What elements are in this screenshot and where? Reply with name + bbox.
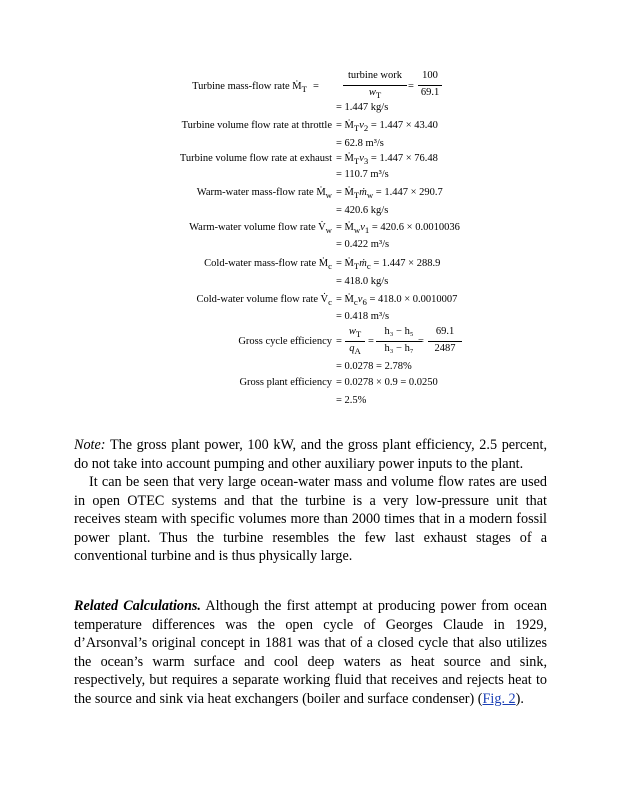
equals-sign: = bbox=[313, 81, 319, 92]
result-line: = 420.6 kg/s bbox=[336, 205, 389, 216]
fraction-numerator: turbine work bbox=[348, 70, 402, 81]
fraction-numerator: 100 bbox=[422, 70, 438, 81]
result-line: = 418.0 kg/s bbox=[336, 276, 389, 287]
equals-sign: = bbox=[368, 336, 374, 347]
equals-sign: = bbox=[418, 336, 424, 347]
equals-sign: = bbox=[336, 336, 342, 347]
fraction-numerator: h₃ − h₅ bbox=[384, 326, 414, 337]
fraction-denominator: $q_A$ bbox=[349, 343, 361, 357]
warm-mass-label: Warm-water mass-flow rate Ṁ$_w$ bbox=[196, 187, 332, 201]
fraction-bar bbox=[428, 341, 462, 342]
gross-cycle-label: Gross cycle efficiency bbox=[238, 336, 332, 347]
equation-line: = 0.0278 × 0.9 = 0.0250 bbox=[336, 377, 438, 388]
result-line: = 110.7 m³/s bbox=[336, 169, 389, 180]
note-text: The gross plant power, 100 kW, and the gross plant efficiency, 2.5 percent, do not take into account pumping and other auxiliary power inputs to the plant. bbox=[74, 437, 547, 472]
related-calculations-paragraph: Related Calculations. Although the first attempt at producing power from ocean temperature differences was the open cycle of Georges Claude in 1929, d’Arsonval’s original concept in 1881 was that of a closed cycle that also utilizes the ocean’s warm surface and cool deep waters as heat source and sink, respectively, but requires a separate working fluid that receives and rejects heat to the source and sink via heat exchangers (boiler and surface condenser) (Fig. 2). bbox=[74, 598, 547, 707]
fraction-denominator: h₃ − h₇ bbox=[384, 343, 414, 354]
result-line: = 0.418 m³/s bbox=[336, 311, 390, 322]
fraction-bar bbox=[343, 85, 407, 86]
gross-plant-label: Gross plant efficiency bbox=[239, 377, 332, 388]
equation-line: = Ṁ$_T$ṁ$_c$ = 1.447 × 288.9 bbox=[336, 258, 441, 272]
fraction-bar bbox=[345, 341, 365, 342]
warm-volume-label: Warm-water volume flow rate $V̇_w$ bbox=[189, 222, 332, 236]
figure-link[interactable]: Fig. 2 bbox=[482, 690, 516, 707]
equation-line: = $Ṁ_cv_6 = 418.0 \times 0.0010007$ bbox=[336, 294, 458, 308]
fraction-numerator: 69.1 bbox=[435, 326, 455, 337]
equation-line: = $Ṁ_Tv_2 = 1.447 \times 43.40$ bbox=[336, 120, 438, 134]
fraction-denominator: 2487 bbox=[434, 343, 456, 354]
result-line: = 1.447 kg/s bbox=[336, 102, 389, 113]
section-heading: Related Calculations. bbox=[74, 598, 201, 614]
turbine-mass-flow-label: Turbine mass-flow rate Ṁ$_T$ bbox=[192, 81, 307, 95]
equals-sign: = bbox=[408, 81, 414, 92]
result-line: = 0.0278 = 2.78% bbox=[336, 361, 412, 372]
cold-volume-label: Cold-water volume flow rate $V̇_c$ bbox=[196, 294, 332, 308]
related-text: Although the first attempt at producing power from ocean temperature differences was the open cycle of Georges Claude in 1929, d’Arsonval’s original concept in 1881 was that of a closed cycle that also utilizes the ocean’s warm surface and cool deep waters as heat source and sink, respectively, but requires a separate working fluid that receives and rejects heat to the source and sink via heat exchangers (boiler and surface condenser) ( bbox=[74, 598, 547, 707]
equation-line: = $Ṁ_wv_1 = 420.6 \times 0.0010036$ bbox=[336, 222, 460, 236]
fraction-numerator: $w_T$ bbox=[348, 326, 362, 340]
note-paragraph bbox=[74, 436, 547, 566]
body-paragraph: It can be seen that very large ocean-water mass and volume flow rates are used in open OTEC systems and that the turbine is a very low-pressure unit that receives steam with specific volumes more than 2000 times that in a modern fossil power plant. Thus the turbine resembles the few last exhaust stages of a conventional turbine and is thus physically large. bbox=[74, 474, 547, 564]
fraction-denominator: 69.1 bbox=[420, 87, 440, 98]
note-lead: Note: bbox=[74, 437, 106, 453]
result-line: = 2.5% bbox=[336, 395, 367, 406]
equation-line: = Ṁ$_T$ṁ$_w$ = 1.447 × 290.7 bbox=[336, 187, 443, 201]
fraction-bar bbox=[376, 341, 422, 342]
result-line: = 62.8 m³/s bbox=[336, 138, 384, 149]
exhaust-volume-label: Turbine volume flow rate at exhaust bbox=[179, 153, 332, 164]
fraction-denominator: $w_T$ bbox=[368, 87, 382, 101]
equation-line: = $Ṁ_Tv_3 = 1.447 \times 76.48$ bbox=[336, 153, 438, 167]
result-line: = 0.422 m³/s bbox=[336, 239, 390, 250]
throttle-volume-label: Turbine volume flow rate at throttle bbox=[181, 120, 332, 131]
cold-mass-label: Cold-water mass-flow rate Ṁ$_c$ bbox=[204, 258, 332, 272]
fraction-bar bbox=[418, 85, 442, 86]
